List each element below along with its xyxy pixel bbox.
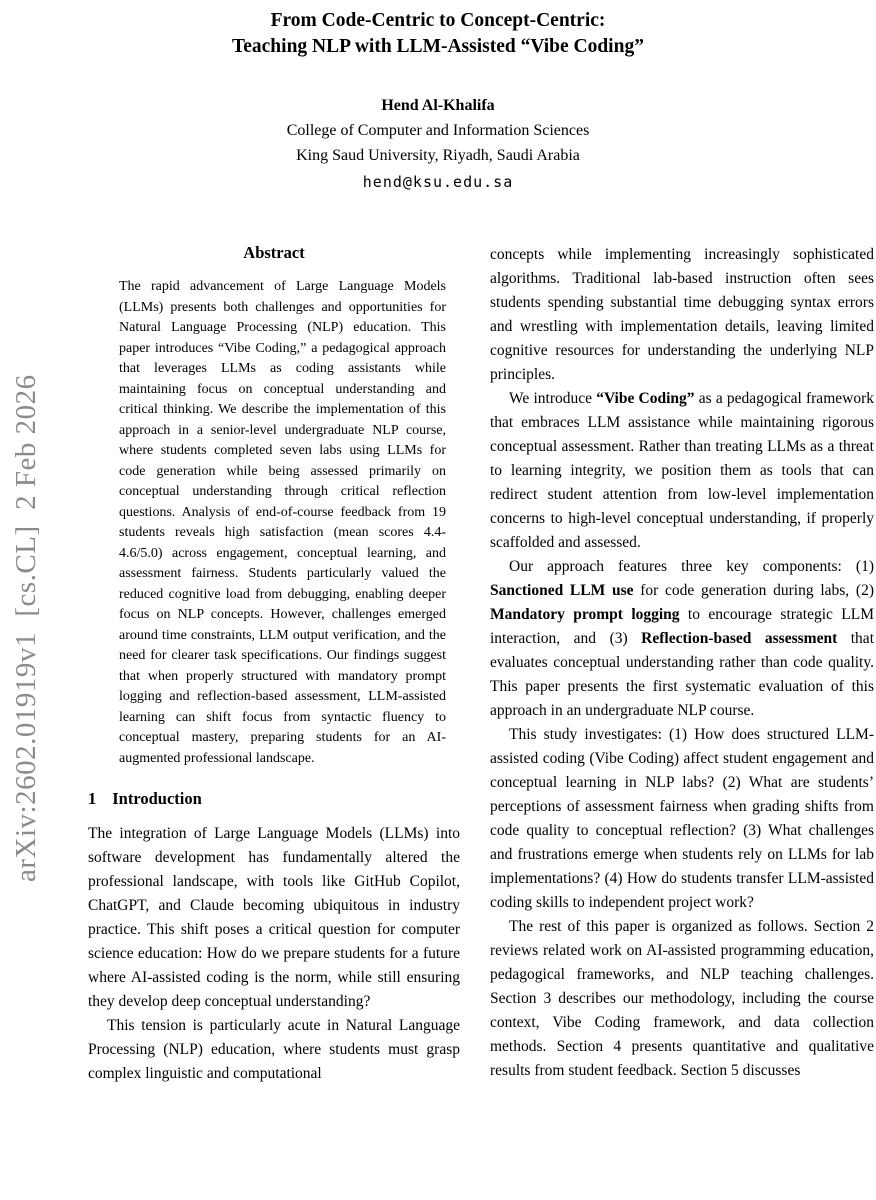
section-title: Introduction: [112, 789, 202, 808]
abstract-heading: Abstract: [243, 243, 305, 262]
author-affiliation-line2: King Saud University, Riyadh, Saudi Arabia: [296, 147, 580, 165]
left-column: [88, 243, 460, 1086]
right-column: [490, 243, 874, 1086]
right-paragraph-3: Our approach features three key components: (1) Sanctioned LLM use for code generation during labs, (2) Mandatory prompt logging to encourage strategic LLM interaction, and (3) Reflection-based assessment that evaluates conceptual understanding rather than code quality. This paper presents the first systematic evaluation of this approach in an undergraduate NLP course.: [490, 558, 874, 719]
section-heading-introduction: [88, 789, 460, 809]
arxiv-watermark: arXiv:2602.01919v1 [cs.CL] 2 Feb 2026: [10, 374, 42, 882]
author-affiliation-line1: College of Computer and Information Sciences: [286, 122, 590, 140]
right-paragraph-4: This study investigates: (1) How does structured LLM-assisted coding (Vibe Coding) affect student engagement and conceptual learning in NLP labs? (2) What are students’ perceptions of assessment fairness when grading shifts from code quality to conceptual reflection? (3) What challenges and frustrations emerge when students rely on LLMs for lab implementations? (4) How do students transfer LLM-assisted coding skills to independent project work?: [490, 726, 874, 911]
right-paragraph-5: The rest of this paper is organized as follows. Section 2 reviews related work on AI-assisted programming education, pedagogical frameworks, and NLP teaching challenges. Section 3 describes our methodology, including the course context, Vibe Coding framework, and data collection methods. Section 4 presents quantitative and qualitative results from student feedback. Section 5 discusses: [490, 918, 874, 1079]
two-column-body: [88, 243, 874, 1086]
right-paragraph-2: We introduce “Vibe Coding” as a pedagogical framework that embraces LLM assistance while maintaining rigorous conceptual assessment. Rather than treating LLMs as a threat to learning integrity, we position them as tools that can redirect student attention from low-level implementation concerns to high-level conceptual understanding, if properly scaffolded and assessed.: [490, 390, 874, 551]
section-number: 1: [88, 789, 97, 808]
paper-title: [0, 8, 876, 59]
intro-paragraph-1: The integration of Large Language Models (LLMs) into software development has fundamentally altered the professional landscape, with tools like GitHub Copilot, ChatGPT, and Claude becoming ubiquitous in industry practice. This shift poses a critical question for computer science education: How do we prepare students for a future where AI-assisted coding is the norm, while still ensuring they develop deep conceptual understanding?: [88, 825, 460, 1010]
intro-paragraph-2: This tension is particularly acute in Natural Language Processing (NLP) education, where students must grasp complex linguistic and computational: [88, 1017, 460, 1082]
abstract-text: The rapid advancement of Large Language Models (LLMs) presents both challenges and opportunities for Natural Language Processing (NLP) education. This paper introduces “Vibe Coding,” a pedagogical approach that leverages LLMs as coding assistants while maintaining focus on conceptual understanding and critical thinking. We describe the implementation of this approach in a senior-level undergraduate NLP course, where students completed seven labs using LLMs for code generation while being assessed primarily on conceptual understanding through critical reflection questions. Analysis of end-of-course feedback from 19 students reveals high satisfaction (mean scores 4.4-4.6/5.0) across engagement, conceptual learning, and assessment fairness. Students particularly valued the reduced cognitive load from debugging, enabling deeper focus on NLP concepts. However, challenges emerged around time constraints, LLM output verification, and the need for clearer task specifications. Our findings suggest that when properly structured with mandatory prompt logging and reflection-based assessment, LLM-assisted learning can shift focus from syntactic fluency to conceptual mastery, preparing students for an AI-augmented professional landscape.: [119, 279, 446, 766]
author-block: [0, 93, 876, 195]
author-email: hend@ksu.edu.sa: [362, 173, 514, 192]
paper-title-line1: From Code-Centric to Concept-Centric:: [270, 10, 606, 31]
author-name: Hend Al-Khalifa: [381, 97, 495, 115]
right-paragraph-1: concepts while implementing increasingly sophisticated algorithms. Traditional lab-based instruction often sees students spending substantial time debugging syntax errors and wrestling with implementation details, leaving limited cognitive resources for understanding the underlying NLP principles.: [490, 246, 874, 383]
paper-header: [0, 0, 876, 195]
paper-title-line2: Teaching NLP with LLM-Assisted “Vibe Coding”: [232, 35, 644, 57]
